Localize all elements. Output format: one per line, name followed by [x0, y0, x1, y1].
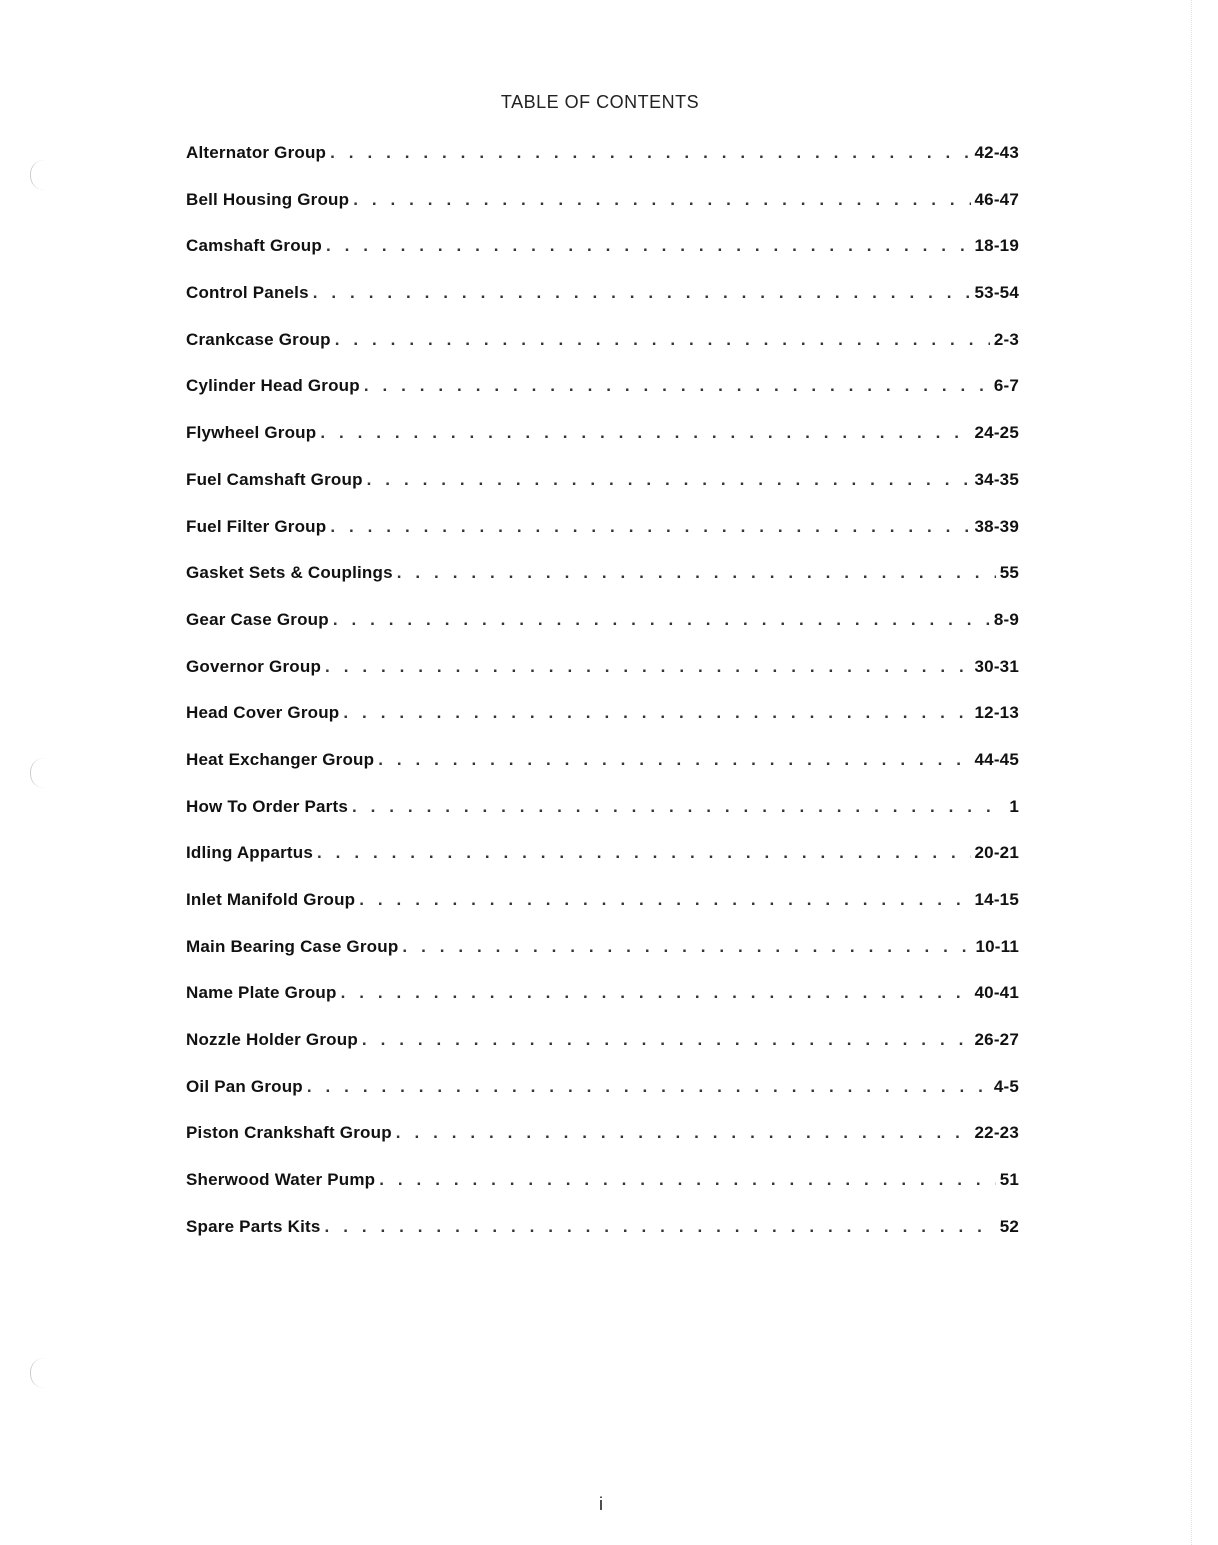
- toc-entry-pages: 14-15: [974, 890, 1019, 909]
- toc-entry[interactable]: [186, 843, 1019, 890]
- dot-leader: [352, 797, 1005, 817]
- toc-entry-label: Main Bearing Case Group: [186, 936, 399, 956]
- dot-leader: [333, 610, 990, 630]
- toc-entry-pages: 2-3: [993, 329, 1019, 349]
- binding-hole-mark: [30, 1358, 45, 1388]
- toc-entry-pages: 38-39: [974, 516, 1019, 536]
- page-number: i: [599, 1494, 603, 1514]
- toc-entry-pages: 24-25: [974, 423, 1019, 443]
- dot-leader: [359, 890, 970, 910]
- toc-entry[interactable]: [186, 330, 1019, 377]
- toc-entry[interactable]: [186, 236, 1019, 283]
- toc-entry[interactable]: [186, 1030, 1019, 1077]
- dot-leader: [362, 1030, 971, 1050]
- toc-entry[interactable]: [186, 376, 1019, 423]
- toc-entry-pages: 10-11: [975, 936, 1019, 956]
- toc-entry-label: Heat Exchanger Group: [186, 749, 375, 769]
- toc-entry-pages: 6-7: [993, 376, 1019, 396]
- dot-leader: [343, 703, 970, 723]
- toc-entry-pages: 1: [1009, 796, 1019, 816]
- toc-entry-pages: 12-13: [974, 703, 1019, 723]
- dot-leader: [335, 330, 990, 350]
- dot-leader: [320, 423, 970, 443]
- dot-leader: [379, 1170, 995, 1190]
- toc-entry-label: Gasket Sets & Couplings: [186, 563, 393, 583]
- toc-entry[interactable]: [186, 517, 1019, 564]
- toc-entry-pages: 34-35: [974, 469, 1019, 489]
- toc-entry-pages: 20-21: [974, 843, 1019, 863]
- toc-entry-label: Spare Parts Kits: [186, 1216, 321, 1236]
- dot-leader: [378, 750, 970, 770]
- dot-leader: [317, 843, 970, 863]
- toc-entry[interactable]: [186, 423, 1019, 470]
- toc-entry-label: Piston Crankshaft Group: [186, 1123, 392, 1143]
- toc-entry-label: Alternator Group: [186, 143, 327, 162]
- dot-leader: [313, 283, 971, 303]
- toc-entry-label: Name Plate Group: [186, 983, 337, 1003]
- toc-entry-label: Fuel Camshaft Group: [186, 469, 363, 489]
- toc-entry-label: Camshaft Group: [186, 236, 322, 256]
- toc-entry-label: Gear Case Group: [186, 609, 329, 629]
- toc-entry[interactable]: [186, 143, 1019, 190]
- toc-entry-pages: 55: [999, 563, 1019, 583]
- toc-entry-pages: 42-43: [974, 143, 1019, 162]
- toc-entry[interactable]: [186, 1170, 1019, 1217]
- toc-entry-label: Bell Housing Group: [186, 189, 350, 209]
- toc-entry-label: Idling Appartus: [186, 843, 314, 863]
- dot-leader: [396, 1123, 971, 1143]
- toc-entry-pages: 51: [999, 1170, 1019, 1190]
- toc-entry-pages: 22-23: [974, 1123, 1019, 1143]
- toc-entry-pages: 18-19: [974, 236, 1019, 256]
- toc-entry[interactable]: [186, 657, 1019, 704]
- table-of-contents: [186, 143, 1019, 1264]
- toc-entry[interactable]: [186, 703, 1019, 750]
- toc-entry[interactable]: [186, 283, 1019, 330]
- toc-entry[interactable]: [186, 470, 1019, 517]
- page-edge: [1190, 0, 1192, 1545]
- toc-entry-label: Crankcase Group: [186, 329, 331, 349]
- toc-entry[interactable]: [186, 1077, 1019, 1124]
- toc-entry-label: Inlet Manifold Group: [186, 890, 356, 909]
- toc-entry-pages: 30-31: [974, 656, 1019, 676]
- toc-entry-pages: 53-54: [974, 283, 1019, 303]
- toc-entry-label: Sherwood Water Pump: [186, 1170, 376, 1190]
- dot-leader: [326, 236, 971, 256]
- toc-entry[interactable]: [186, 890, 1019, 937]
- dot-leader: [330, 517, 970, 537]
- dot-leader: [402, 937, 971, 957]
- toc-entry-label: Fuel Filter Group: [186, 516, 327, 536]
- toc-entry-label: Governor Group: [186, 656, 322, 676]
- toc-entry[interactable]: [186, 937, 1019, 984]
- toc-entry[interactable]: [186, 797, 1019, 844]
- toc-entry-label: Head Cover Group: [186, 703, 340, 723]
- toc-entry[interactable]: [186, 190, 1019, 237]
- toc-entry[interactable]: [186, 1217, 1019, 1264]
- toc-entry-label: Flywheel Group: [186, 423, 317, 443]
- toc-entry-label: Oil Pan Group: [186, 1076, 303, 1096]
- toc-entry-pages: 4-5: [993, 1076, 1019, 1096]
- dot-leader: [341, 983, 971, 1003]
- toc-entry[interactable]: [186, 1123, 1019, 1170]
- toc-entry-label: Nozzle Holder Group: [186, 1030, 358, 1050]
- dot-leader: [353, 190, 970, 210]
- toc-entry[interactable]: [186, 610, 1019, 657]
- toc-entry[interactable]: [186, 750, 1019, 797]
- dot-leader: [397, 563, 996, 583]
- toc-entry-pages: 26-27: [974, 1030, 1019, 1050]
- toc-entry-pages: 46-47: [974, 189, 1019, 209]
- toc-entry-label: Control Panels: [186, 283, 309, 303]
- toc-entry-label: How To Order Parts: [186, 796, 348, 816]
- toc-entry[interactable]: [186, 563, 1019, 610]
- toc-entry-pages: 44-45: [974, 749, 1019, 769]
- dot-leader: [307, 1077, 990, 1097]
- page-title: TABLE OF CONTENTS: [500, 92, 700, 113]
- dot-leader: [364, 376, 990, 396]
- dot-leader: [325, 1217, 996, 1237]
- binding-hole-mark: [30, 160, 45, 190]
- toc-entry-pages: 52: [999, 1216, 1019, 1236]
- binding-hole-mark: [30, 758, 45, 788]
- toc-entry[interactable]: [186, 983, 1019, 1030]
- toc-entry-pages: 8-9: [993, 609, 1019, 629]
- toc-entry-pages: 40-41: [974, 983, 1019, 1003]
- dot-leader: [367, 470, 971, 490]
- dot-leader: [325, 657, 970, 677]
- dot-leader: [330, 143, 970, 163]
- toc-entry-label: Cylinder Head Group: [186, 376, 360, 396]
